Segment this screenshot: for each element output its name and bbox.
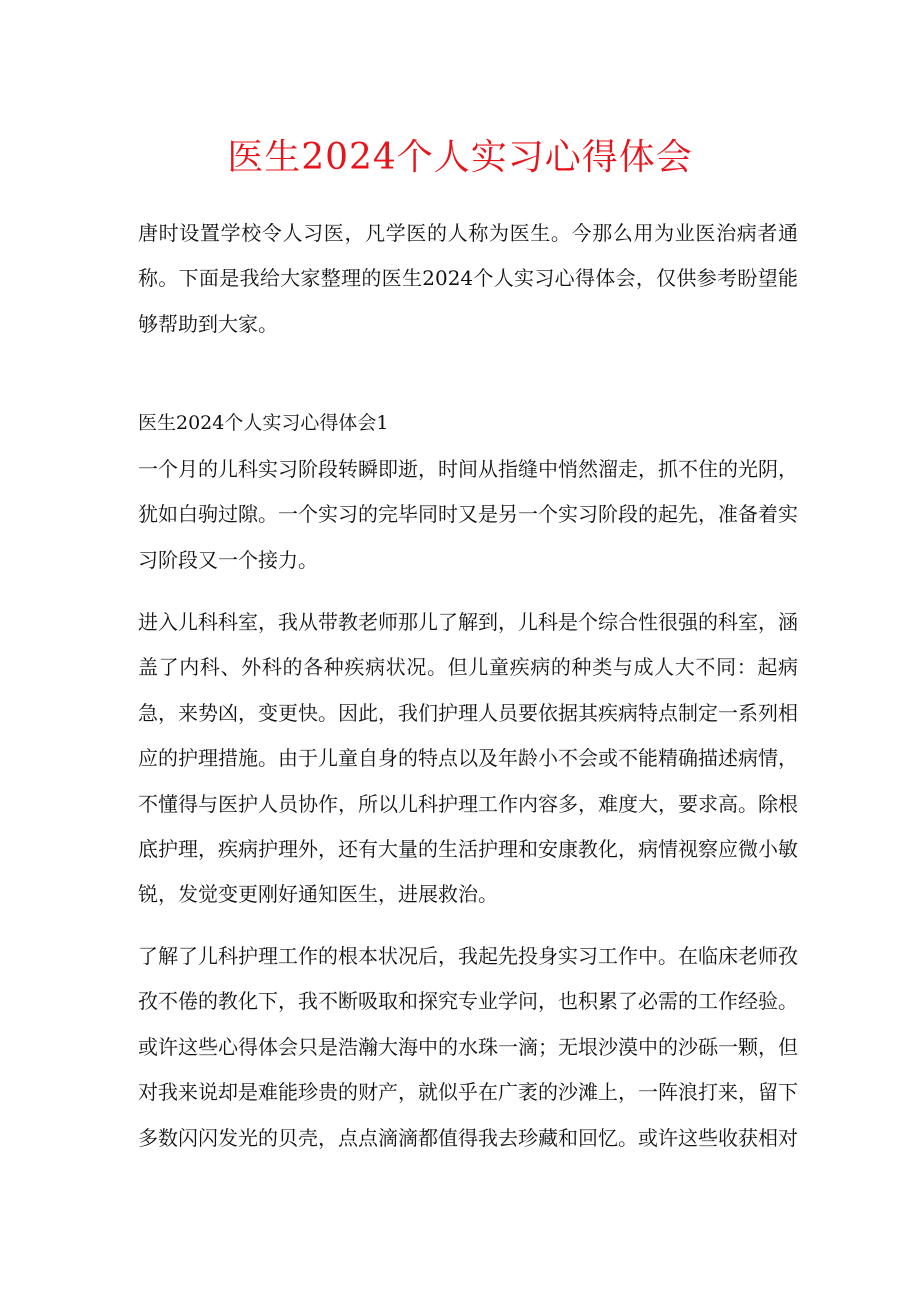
document-title: 医生2024个人实习心得体会 bbox=[227, 137, 693, 178]
paragraph-3 bbox=[138, 934, 798, 1161]
paragraph-1 bbox=[138, 447, 798, 583]
paragraph-text: 一个月的儿科实习阶段转瞬即逝，时间从指缝中悄然溜走，抓不住的光阴，犹如白驹过隙。一个实习的完毕同时又是另一个实习阶段的起先，准备着实习阶段又一个接力。 bbox=[138, 457, 798, 572]
section-heading-text: 医生2024个人实习心得体会1 bbox=[138, 412, 389, 434]
intro-text: 唐时设置学校令人习医，凡学医的人称为医生。今那么用为业医治病者通称。下面是我给大家整理的医生2024个人实习心得体会，仅供参考盼望能够帮助到大家。 bbox=[138, 221, 798, 336]
section-heading bbox=[138, 401, 798, 446]
paragraph-2 bbox=[138, 600, 798, 918]
paragraph-text: 进入儿科科室，我从带教老师那儿了解到，儿科是个综合性很强的科室，涵盖了内科、外科的各种疾病状况。但儿童疾病的种类与成人大不同：起病急，来势凶，变更快。因此，我们护理人员要依据其疾病特点制定一系列相应的护理措施。由于儿童自身的特点以及年龄小不会或不能精确描述病情，不懂得与医护人员协作，所以儿科护理工作内容多，难度大，要求高。除根底护理，疾病护理外，还有大量的生活护理和安康教化，病情视察应微小敏锐，发觉变更刚好通知医生，进展救治。 bbox=[138, 610, 798, 907]
intro-paragraph bbox=[138, 211, 798, 347]
paragraph-text: 了解了儿科护理工作的根本状况后，我起先投身实习工作中。在临床老师孜孜不倦的教化下，我不断吸取和探究专业学问，也积累了必需的工作经验。或许这些心得体会只是浩瀚大海中的水珠一滴；无垠沙漠中的沙砾一颗，但对我来说却是难能珍贵的财产，就似乎在广袤的沙滩上，一阵浪打来，留下多数闪闪发光的贝壳，点点滴滴都值得我去珍藏和回忆。或许这些收获相对 bbox=[138, 944, 798, 1150]
